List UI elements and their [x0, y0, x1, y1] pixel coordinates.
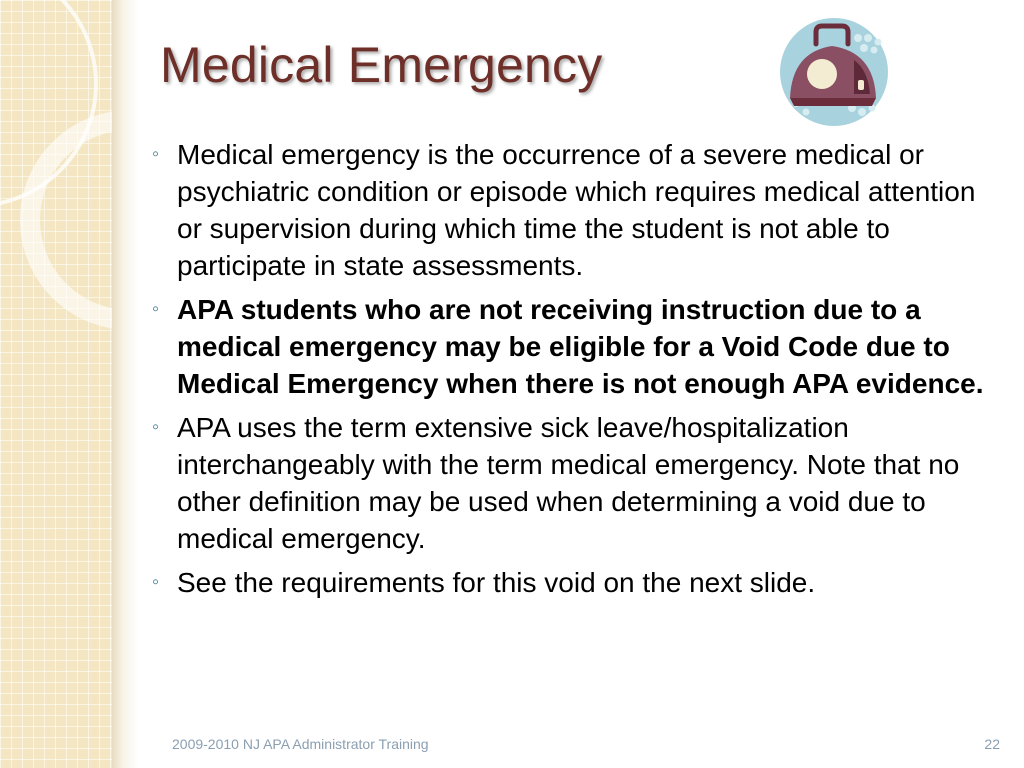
list-item	[144, 409, 994, 557]
bullet-marker: ◦	[152, 571, 160, 593]
medical-bag-icon	[772, 16, 892, 128]
list-item	[144, 136, 994, 284]
footer-text: 2009-2010 NJ APA Administrator Training	[172, 736, 429, 752]
side-decoration-band	[0, 0, 112, 768]
bullet-text: APA uses the term extensive sick leave/hospitalization interchangeably with the term medical emergency. Note that no other definition may be used when determining a void due to medical emergency.	[177, 412, 960, 554]
list-item	[144, 291, 994, 402]
bullet-text: APA students who are not receiving instruction due to a medical emergency may be eligible for a Void Code due to Medical Emergency when there is not enough APA evidence.	[177, 294, 984, 399]
page-number: 22	[984, 736, 1000, 752]
bullet-text: See the requirements for this void on the next slide.	[177, 567, 816, 598]
bullet-marker: ◦	[152, 143, 160, 165]
bullet-marker: ◦	[152, 416, 160, 438]
bullet-text: Medical emergency is the occurrence of a severe medical or psychiatric condition or episode which requires medical attention or supervision during which time the student is not able to participate in state assessments.	[177, 139, 976, 281]
list-item	[144, 564, 994, 601]
bullet-marker: ◦	[152, 298, 160, 320]
slide-title: Medical Emergency	[160, 37, 603, 93]
bullet-list	[144, 136, 994, 608]
side-band-edge	[112, 0, 138, 768]
